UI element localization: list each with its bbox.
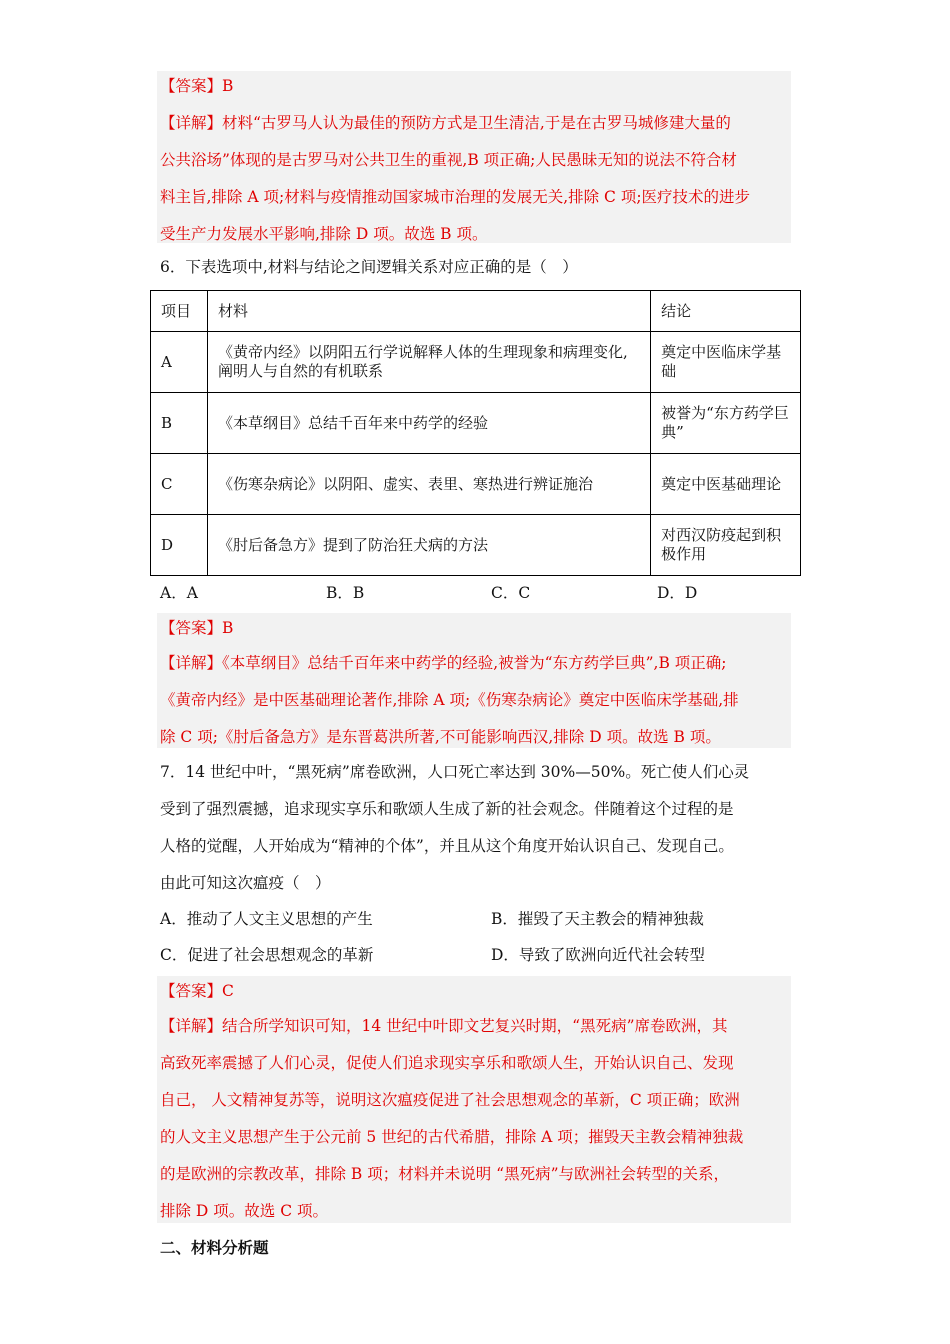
option-c: C．C: [491, 584, 531, 602]
table-row: [151, 454, 801, 515]
option-b: B．摧毁了天主教会的精神独裁: [491, 910, 704, 928]
q6-table: [150, 290, 801, 576]
table-row: [151, 515, 801, 576]
q7-options: [160, 908, 800, 966]
table-cell: 《本草纲目》总结千百年来中药学的经验: [207, 393, 650, 454]
table-header: 材料: [207, 291, 650, 332]
q5-detail-line: 料主旨,排除 A 项;材料与疫情推动国家城市治理的发展无关,排除 C 项;医疗技术的进步: [160, 188, 751, 206]
table-cell: B: [151, 393, 208, 454]
table-row: [151, 332, 801, 393]
q5-detail-line: 受生产力发展水平影响,排除 D 项。故选 B 项。: [160, 225, 488, 243]
q5-detail-line: 【详解】材料“古罗马人认为最佳的预防方式是卫生清洁,于是在古罗马城修建大量的: [160, 114, 731, 132]
option-d: D．D: [657, 584, 698, 602]
option-b: B．B: [326, 584, 365, 602]
table-cell: 被誉为“东方药学巨典”: [651, 393, 801, 454]
table-cell: 《伤寒杂病论》以阴阳、虚实、表里、寒热进行辨证施治: [207, 454, 650, 515]
q6-answer-block: [157, 613, 791, 748]
q7-stem-line: 7．14 世纪中叶，“黑死病”席卷欧洲，人口死亡率达到 30%—50%。死亡使人们心灵: [160, 763, 750, 781]
table-cell: C: [151, 454, 208, 515]
option-a: A．A: [160, 584, 198, 602]
q7-detail-line: 的是欧洲的宗教改革，排除 B 项；材料并未说明 “黑死病”与欧洲社会转型的关系，: [160, 1165, 730, 1183]
q6-detail-line: 除 C 项;《肘后备急方》是东晋葛洪所著,不可能影响西汉,排除 D 项。故选 B 项。: [160, 728, 721, 746]
q7-answer-block: [157, 976, 791, 1223]
table-cell: D: [151, 515, 208, 576]
q5-answer-block: [157, 71, 791, 243]
table-cell: 奠定中医基础理论: [651, 454, 801, 515]
q6-detail-line: 《黄帝内经》是中医基础理论著作,排除 A 项;《伤寒杂病论》奠定中医临床学基础,排: [160, 691, 739, 709]
q7-stem-line: 受到了强烈震撼，追求现实享乐和歌颂人生成了新的社会观念。伴随着这个过程的是: [160, 800, 734, 818]
q6-detail-line: 【详解】《本草纲目》总结千百年来中药学的经验,被誉为“东方药学巨典”,B 项正确;: [160, 654, 727, 672]
table-cell: 奠定中医临床学基础: [651, 332, 801, 393]
q7-detail-line: 排除 D 项。故选 C 项。: [160, 1202, 328, 1220]
table-cell: 《肘后备急方》提到了防治狂犬病的方法: [207, 515, 650, 576]
q5-detail-line: 公共浴场”体现的是古罗马对公共卫生的重视,B 项正确;人民愚昧无知的说法不符合材: [160, 151, 737, 169]
option-d: D．导致了欧洲向近代社会转型: [491, 946, 705, 964]
option-a: A．推动了人文主义思想的产生: [160, 910, 373, 928]
table-cell: A: [151, 332, 208, 393]
table-cell: 《黄帝内经》以阴阳五行学说解释人体的生理现象和病理变化,阐明人与自然的有机联系: [207, 332, 650, 393]
table-header: 项目: [151, 291, 208, 332]
table-header-row: [151, 291, 801, 332]
q6-options: [160, 582, 697, 604]
q7-answer: 【答案】C: [160, 982, 234, 1000]
q7-detail-line: 【详解】结合所学知识可知，14 世纪中叶即文艺复兴时期，“黑死病”席卷欧洲，其: [160, 1017, 728, 1035]
q7-detail-line: 的人文主义思想产生于公元前 5 世纪的古代希腊，排除 A 项；摧毁天主教会精神独裁: [160, 1128, 744, 1146]
q7-stem-line: 由此可知这次瘟疫（ ）: [160, 874, 331, 892]
table-header: 结论: [651, 291, 801, 332]
q7-detail-line: 自己， 人文精神复苏等，说明这次瘟疫促进了社会思想观念的革新，C 项正确；欧洲: [160, 1091, 740, 1109]
q6-answer: 【答案】B: [160, 619, 234, 637]
q7-detail-line: 高致死率震撼了人们心灵，促使人们追求现实享乐和歌颂人生，开始认识自己、发现: [160, 1054, 734, 1072]
option-c: C．促进了社会思想观念的革新: [160, 946, 374, 964]
table-row: [151, 393, 801, 454]
q5-answer: 【答案】B: [160, 77, 234, 95]
section-heading: 二、材料分析题: [160, 1238, 269, 1257]
q6-stem: 6．下表选项中,材料与结论之间逻辑关系对应正确的是（ ）: [160, 258, 578, 276]
q7-stem-line: 人格的觉醒，人开始成为“精神的个体”，并且从这个角度开始认识自己、发现自己。: [160, 837, 734, 855]
table-cell: 对西汉防疫起到积极作用: [651, 515, 801, 576]
